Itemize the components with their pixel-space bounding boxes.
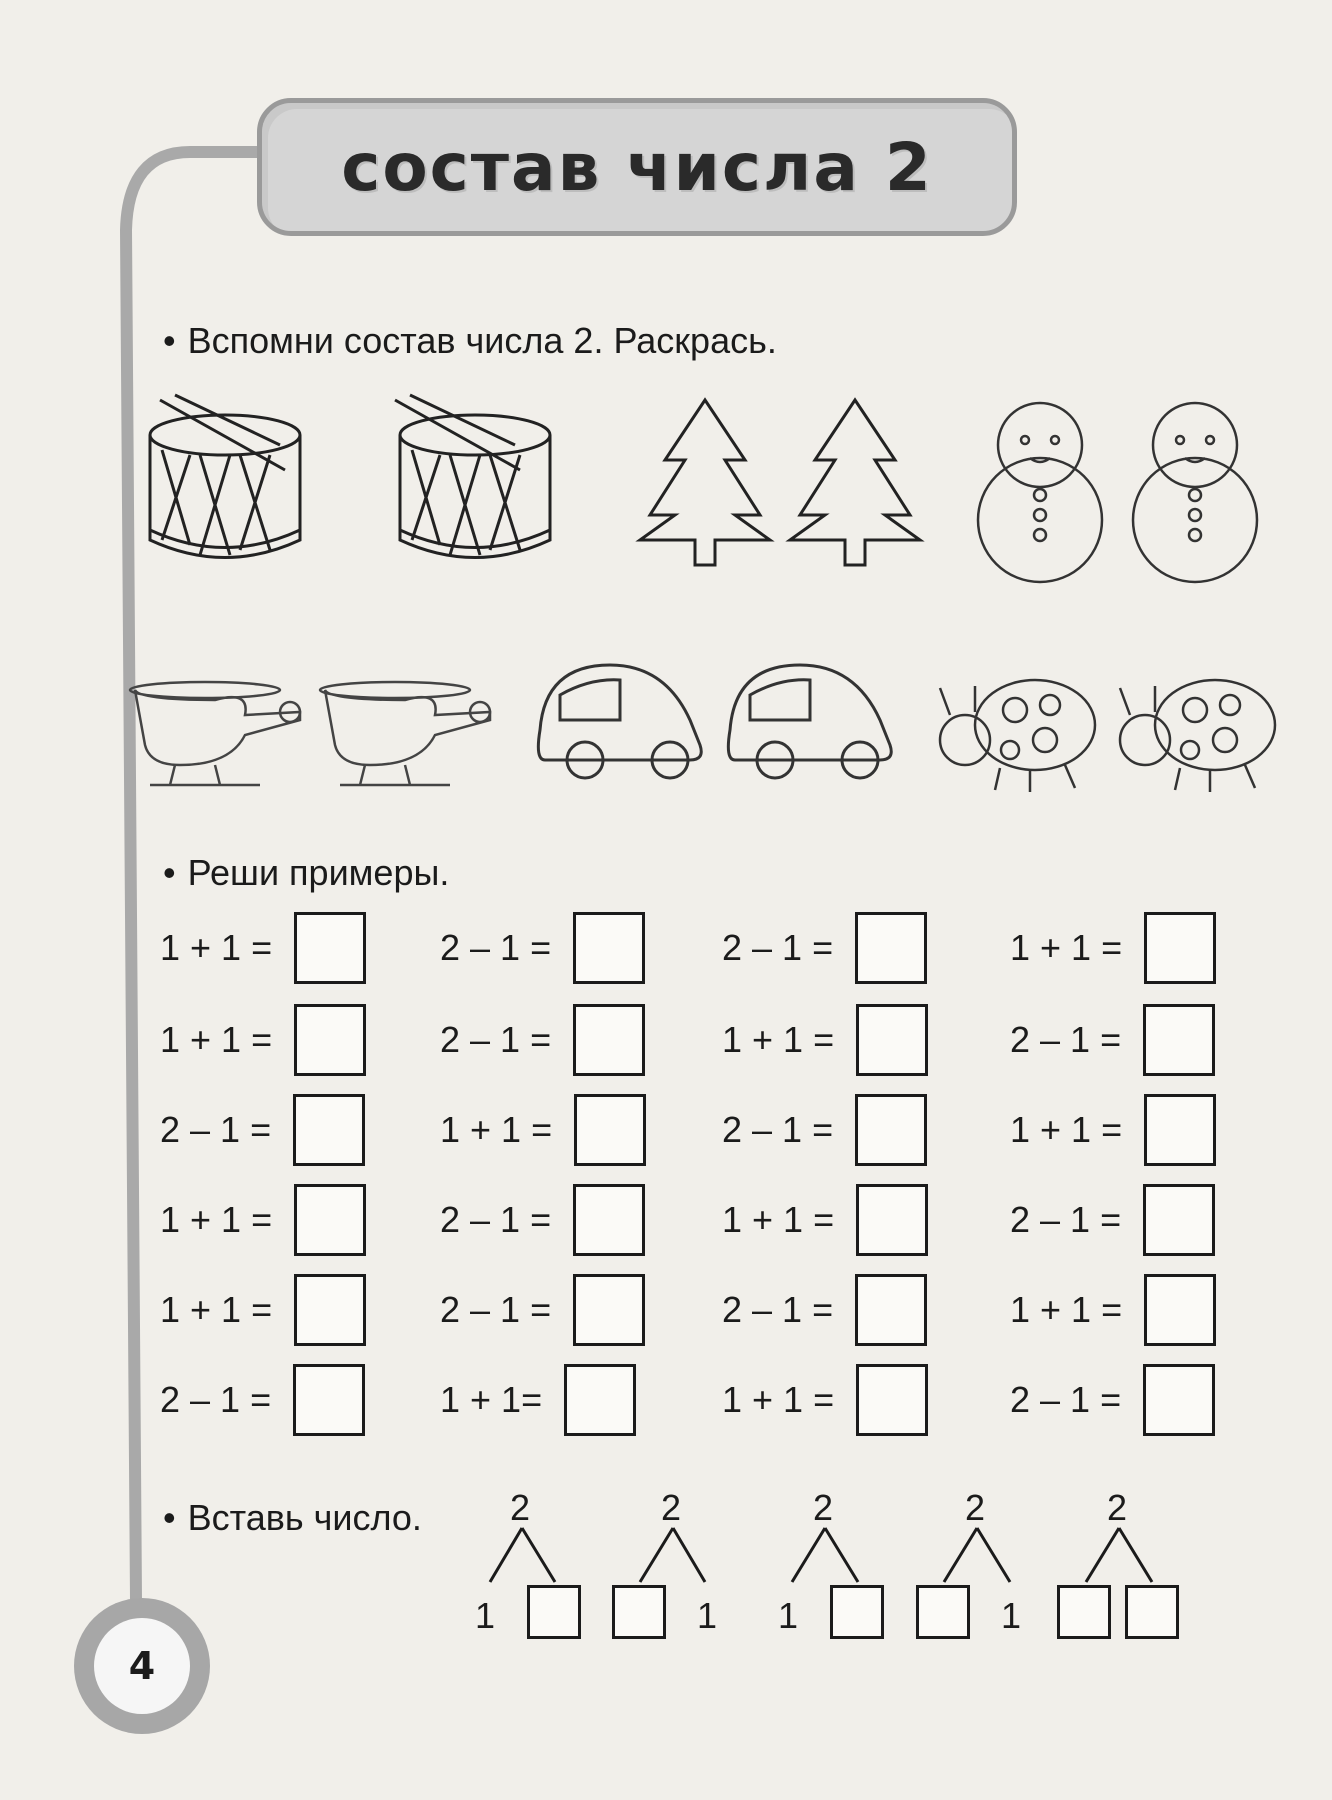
- example-expression: 1 + 1 =: [1010, 927, 1123, 968]
- tree-top: 2: [661, 1487, 682, 1528]
- example-item: [722, 1094, 927, 1166]
- example-expression: 2 – 1 =: [440, 1019, 552, 1060]
- example-expression: 2 – 1 =: [160, 1379, 272, 1420]
- example-expression: 2 – 1 =: [722, 1109, 834, 1150]
- example-expression: 2 – 1 =: [722, 1289, 834, 1330]
- example-item: [722, 1274, 927, 1346]
- example-expression: 1 + 1 =: [160, 1019, 273, 1060]
- example-expression: 1 + 1=: [440, 1379, 543, 1420]
- example-expression: 1 + 1 =: [722, 1019, 835, 1060]
- example-item: [160, 1004, 366, 1076]
- fir-tree-icon: [640, 400, 770, 565]
- answer-box[interactable]: [855, 1274, 927, 1346]
- fir-tree-icon: [790, 400, 920, 565]
- answer-box[interactable]: [293, 1094, 365, 1166]
- example-item: [1010, 1094, 1216, 1166]
- answer-box[interactable]: [573, 912, 645, 984]
- example-expression: 1 + 1 =: [1010, 1289, 1123, 1330]
- answer-box[interactable]: [1057, 1585, 1111, 1639]
- example-item: [722, 1364, 928, 1436]
- example-expression: 2 – 1 =: [1010, 1199, 1122, 1240]
- title-banner: [257, 98, 1017, 236]
- example-item: [160, 1094, 365, 1166]
- example-expression: 2 – 1 =: [440, 927, 552, 968]
- answer-box[interactable]: [294, 912, 366, 984]
- example-item: [160, 912, 366, 984]
- instruction-color: [163, 320, 777, 362]
- answer-box[interactable]: [1144, 912, 1216, 984]
- drum-icon: [150, 395, 300, 558]
- answer-box[interactable]: [564, 1364, 636, 1436]
- tree-right-value: 1: [697, 1595, 718, 1636]
- answer-box[interactable]: [293, 1364, 365, 1436]
- tree-right-value: 1: [1001, 1595, 1022, 1636]
- answer-box[interactable]: [574, 1094, 646, 1166]
- example-item: [440, 1184, 645, 1256]
- page-number: 4: [94, 1618, 190, 1714]
- answer-box[interactable]: [916, 1585, 970, 1639]
- car-icon: [728, 665, 891, 778]
- example-item: [440, 1094, 646, 1166]
- example-item: [722, 1004, 928, 1076]
- answer-box[interactable]: [1125, 1585, 1179, 1639]
- instruction-text: Вставь число.: [187, 1497, 422, 1538]
- answer-box[interactable]: [294, 1184, 366, 1256]
- example-expression: 2 – 1 =: [160, 1109, 272, 1150]
- car-icon: [538, 665, 701, 778]
- bullet: •: [163, 1497, 176, 1538]
- helicopter-icon: [320, 682, 490, 785]
- bullet: •: [163, 852, 176, 893]
- answer-box[interactable]: [573, 1274, 645, 1346]
- instruction-text: Реши примеры.: [187, 852, 450, 893]
- page-number-badge: [74, 1598, 210, 1734]
- example-expression: 1 + 1 =: [722, 1379, 835, 1420]
- example-item: [1010, 1004, 1215, 1076]
- example-item: [1010, 1364, 1215, 1436]
- instruction-solve: [163, 852, 449, 894]
- answer-box[interactable]: [1144, 1094, 1216, 1166]
- ladybug-icon: [940, 680, 1095, 792]
- example-expression: 2 – 1 =: [722, 927, 834, 968]
- answer-box[interactable]: [294, 1004, 366, 1076]
- answer-box[interactable]: [1143, 1004, 1215, 1076]
- example-expression: 2 – 1 =: [1010, 1019, 1122, 1060]
- example-item: [1010, 912, 1216, 984]
- instruction-insert: [163, 1497, 422, 1539]
- example-expression: 1 + 1 =: [160, 1289, 273, 1330]
- tree-top: 2: [1107, 1487, 1128, 1528]
- answer-box[interactable]: [294, 1274, 366, 1346]
- drum-icon: [395, 395, 550, 558]
- example-item: [440, 1274, 645, 1346]
- example-item: [1010, 1274, 1216, 1346]
- ladybug-icon: [1120, 680, 1275, 792]
- example-item: [440, 912, 645, 984]
- tree-top: 2: [813, 1487, 834, 1528]
- tree-top: 2: [965, 1487, 986, 1528]
- number-tree-branches: [490, 1528, 1152, 1582]
- bullet: •: [163, 320, 176, 361]
- example-expression: 1 + 1 =: [160, 1199, 273, 1240]
- tree-top: 2: [510, 1487, 531, 1528]
- example-item: [440, 1004, 645, 1076]
- example-expression: 1 + 1 =: [722, 1199, 835, 1240]
- answer-box[interactable]: [573, 1184, 645, 1256]
- example-expression: 1 + 1 =: [440, 1109, 553, 1150]
- answer-box[interactable]: [856, 1184, 928, 1256]
- helicopter-icon: [130, 682, 300, 785]
- answer-box[interactable]: [855, 1094, 927, 1166]
- example-item: [722, 912, 927, 984]
- instruction-text: Вспомни состав числа 2. Раскрась.: [187, 320, 777, 361]
- example-expression: 1 + 1 =: [160, 927, 273, 968]
- answer-box[interactable]: [1143, 1364, 1215, 1436]
- example-expression: 2 – 1 =: [440, 1289, 552, 1330]
- roly-poly-doll-icon: [1133, 403, 1257, 582]
- answer-box[interactable]: [1143, 1184, 1215, 1256]
- roly-poly-doll-icon: [978, 403, 1102, 582]
- answer-box[interactable]: [856, 1004, 928, 1076]
- example-expression: 2 – 1 =: [1010, 1379, 1122, 1420]
- example-item: [160, 1364, 365, 1436]
- answer-box[interactable]: [855, 912, 927, 984]
- answer-box[interactable]: [612, 1585, 666, 1639]
- answer-box[interactable]: [830, 1585, 884, 1639]
- answer-box[interactable]: [1144, 1274, 1216, 1346]
- example-expression: 1 + 1 =: [1010, 1109, 1123, 1150]
- example-item: [1010, 1184, 1215, 1256]
- answer-box[interactable]: [856, 1364, 928, 1436]
- example-expression: 2 – 1 =: [440, 1199, 552, 1240]
- tree-left-value: 1: [778, 1595, 799, 1636]
- answer-box[interactable]: [573, 1004, 645, 1076]
- page-title: состав числа 2: [341, 128, 933, 206]
- example-item: [160, 1184, 366, 1256]
- example-item: [440, 1364, 636, 1436]
- example-item: [160, 1274, 366, 1346]
- example-item: [722, 1184, 928, 1256]
- tree-left-value: 1: [475, 1595, 496, 1636]
- answer-box[interactable]: [527, 1585, 581, 1639]
